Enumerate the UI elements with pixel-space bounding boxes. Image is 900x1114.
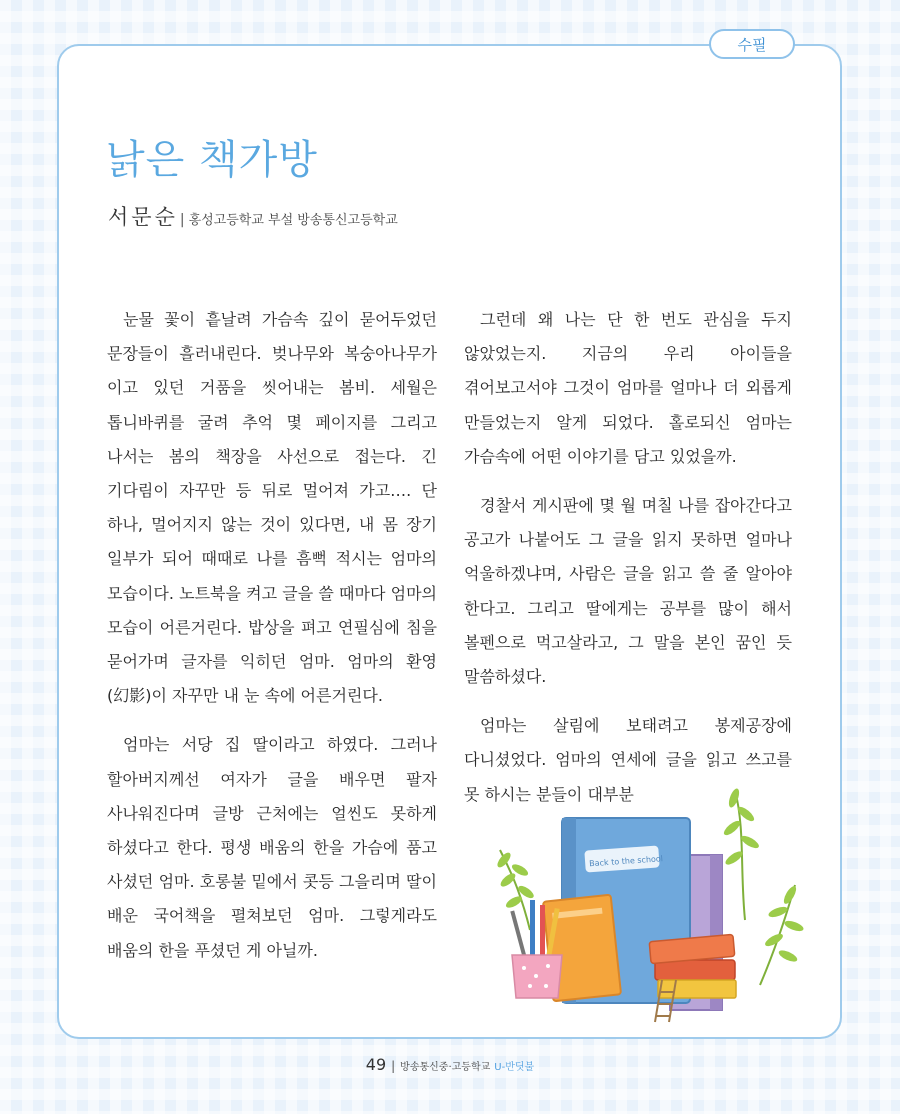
paragraph: 경찰서 게시판에 몇 월 며칠 나를 잡아간다고 공고가 나붙어도 그 글을 읽지 못하면 얼마나 억울하겠냐며, 사람은 글을 읽고 쓸 줄 알아야 한다고. 그리고 딸에게는 공부를 많이 해서 볼펜으로 먹고살라고, 그 말을 본인 꿈인 듯 말씀하셨다. [464, 496, 792, 687]
body-column-left [107, 303, 437, 983]
page-footer [0, 1055, 900, 1074]
author-line [108, 201, 398, 231]
books-illustration [490, 780, 810, 1025]
paragraph: 그런데 왜 나는 단 한 번도 관심을 두지 않았었는지. 지금의 우리 아이들을 겪어보고서야 그것이 엄마를 얼마나 더 외롭게 만들었는지 알게 되었다. 홀로되신 엄마는 가슴속에 어떤 이야기를 담고 있었을까. [464, 310, 792, 466]
paragraph: 엄마는 서당 집 딸이라고 하였다. 그러나 할아버지께선 여자가 글을 배우면 팔자 사나워진다며 글방 근처에는 얼씬도 못하게 하셨다고 한다. 평생 배움의 한을 가슴에 품고 사셨던 엄마. 호롱불 밑에서 콧등 그을리며 딸이 배운 국어책을 펼쳐보던 엄마. 그렇게라도 배움의 한을 푸셨던 게 아닐까. [107, 735, 437, 960]
book-stack-icon [649, 934, 736, 998]
paragraph: 눈물 꽃이 흩날려 가슴속 깊이 묻어두었던 문장들이 흘러내린다. 벚나무와 복숭아나무가 이고 있던 거품을 씻어내는 봄비. 세월은 톱니바퀴를 굴려 추억 몇 페이지를 그리고 나서는 봄의 책장을 사선으로 접는다. 긴 기다림이 자꾸만 등 뒤로 멀어져 가고…. 단 하나, 멀어지지 않는 것이 있다면, 내 몸 장기 일부가 되어 때때로 나를 흠뻑 적시는 엄마의 모습이다. 노트북을 켜고 글을 쓸 때마다 엄마의 모습이 어른거린다. 밥상을 펴고 연필심에 침을 묻어가며 글자를 익히던 엄마. 엄마의 환영(幻影)이 자꾸만 내 눈 속에 어른거린다. [107, 310, 437, 706]
paragraph: 엄마는 살림에 보태려고 봉제공장에 다니셨었다. 엄마의 연세에 글을 읽고 쓰고를 못 하시는 분들이 대부분 [464, 716, 792, 804]
category-tag: 수필 [709, 29, 795, 59]
author-school: 홍성고등학교 부설 방송통신고등학교 [188, 213, 398, 228]
author-name: 서문순 [108, 205, 178, 229]
footer-magazine: U-반딧불 [494, 1062, 535, 1073]
author-separator: | [179, 212, 185, 228]
body-column-right [464, 303, 792, 827]
footer-school: 방송통신중·고등학교 [400, 1062, 491, 1073]
page-number: 49 [365, 1055, 387, 1074]
footer-separator: | [391, 1059, 396, 1073]
essay-title: 낡은 책가방 [106, 137, 318, 183]
book-label: Back to the school [588, 854, 664, 869]
